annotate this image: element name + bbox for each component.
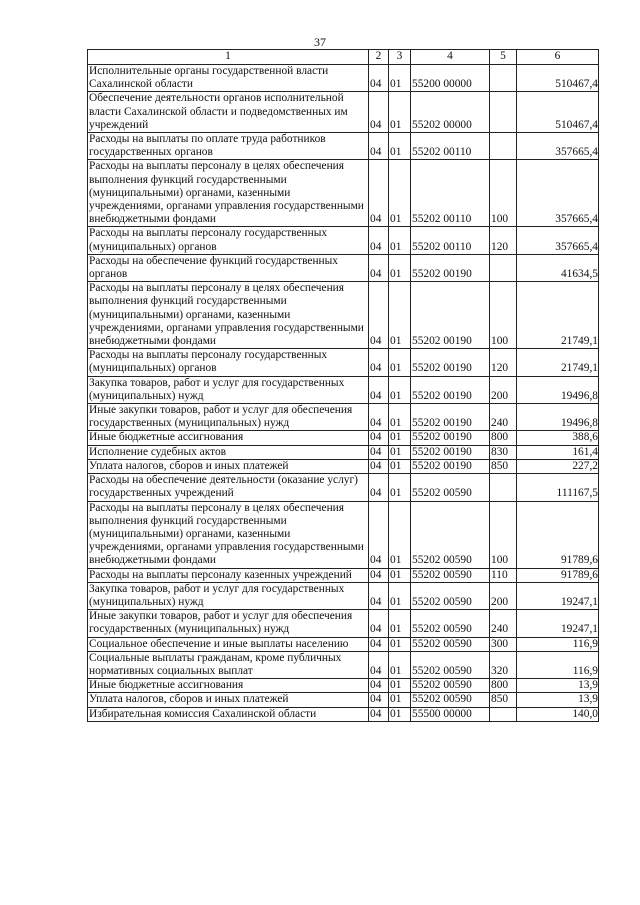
section-code-cell: 04 [369,431,389,445]
row-name-cell: Расходы на выплаты персоналу государственных (муниципальных) органов [88,227,369,254]
amount-cell: 510467,4 [517,92,599,133]
subsection-code-cell: 01 [389,133,411,160]
column-header: 3 [389,50,411,65]
row-name-cell: Социальные выплаты гражданам, кроме публичных нормативных социальных выплат [88,651,369,678]
expense-type-cell: 240 [490,610,517,637]
expense-type-cell: 830 [490,445,517,459]
table-row [88,133,599,160]
section-code-cell: 04 [369,376,389,403]
expense-type-cell: 320 [490,651,517,678]
table-row [88,610,599,637]
section-code-cell: 04 [369,474,389,501]
subsection-code-cell: 01 [389,282,411,349]
section-code-cell: 04 [369,349,389,376]
amount-cell: 19496,8 [517,376,599,403]
target-article-cell: 55200 00000 [411,65,490,92]
subsection-code-cell: 01 [389,501,411,568]
table-row [88,637,599,651]
amount-cell: 510467,4 [517,65,599,92]
table-row [88,254,599,281]
expense-type-cell: 110 [490,568,517,582]
target-article-cell: 55202 00000 [411,92,490,133]
amount-cell: 140,0 [517,707,599,721]
table-row [88,160,599,227]
expense-type-cell: 120 [490,349,517,376]
subsection-code-cell: 01 [389,474,411,501]
row-name-cell: Исполнение судебных актов [88,445,369,459]
row-name-cell: Закупка товаров, работ и услуг для государственных (муниципальных) нужд [88,376,369,403]
expense-type-cell: 120 [490,227,517,254]
amount-cell: 111167,5 [517,474,599,501]
subsection-code-cell: 01 [389,637,411,651]
target-article-cell: 55500 00000 [411,707,490,721]
target-article-cell: 55202 00590 [411,651,490,678]
column-header: 4 [411,50,490,65]
section-code-cell: 04 [369,282,389,349]
section-code-cell: 04 [369,227,389,254]
amount-cell: 161,4 [517,445,599,459]
expense-type-cell: 300 [490,637,517,651]
subsection-code-cell: 01 [389,610,411,637]
table-row [88,349,599,376]
subsection-code-cell: 01 [389,707,411,721]
amount-cell: 19247,1 [517,582,599,609]
row-name-cell: Расходы на выплаты по оплате труда работников государственных органов [88,133,369,160]
subsection-code-cell: 01 [389,65,411,92]
section-code-cell: 04 [369,582,389,609]
target-article-cell: 55202 00590 [411,582,490,609]
table-header-row [88,50,599,65]
row-name-cell: Расходы на выплаты персоналу в целях обеспечения выполнения функций государственными (муниципальными) органами, казенными учреждениями, органами управления государственными внебюджетными фондами [88,501,369,568]
row-name-cell: Иные бюджетные ассигнования [88,431,369,445]
target-article-cell: 55202 00110 [411,160,490,227]
subsection-code-cell: 01 [389,92,411,133]
table-row [88,404,599,431]
row-name-cell: Уплата налогов, сборов и иных платежей [88,459,369,473]
amount-cell: 21749,1 [517,282,599,349]
target-article-cell: 55202 00590 [411,610,490,637]
target-article-cell: 55202 00190 [411,349,490,376]
target-article-cell: 55202 00190 [411,254,490,281]
subsection-code-cell: 01 [389,693,411,707]
table-row [88,679,599,693]
table-row [88,376,599,403]
amount-cell: 227,2 [517,459,599,473]
section-code-cell: 04 [369,445,389,459]
table-row [88,474,599,501]
section-code-cell: 04 [369,133,389,160]
target-article-cell: 55202 00590 [411,679,490,693]
table-row [88,707,599,721]
target-article-cell: 55202 00590 [411,568,490,582]
amount-cell: 388,6 [517,431,599,445]
section-code-cell: 04 [369,65,389,92]
subsection-code-cell: 01 [389,445,411,459]
amount-cell: 116,9 [517,637,599,651]
target-article-cell: 55202 00190 [411,445,490,459]
amount-cell: 116,9 [517,651,599,678]
budget-table [87,49,599,722]
table-row [88,459,599,473]
expense-type-cell: 850 [490,459,517,473]
target-article-cell: 55202 00190 [411,459,490,473]
subsection-code-cell: 01 [389,459,411,473]
amount-cell: 19496,8 [517,404,599,431]
target-article-cell: 55202 00110 [411,227,490,254]
column-header: 5 [490,50,517,65]
row-name-cell: Исполнительные органы государственной власти Сахалинской области [88,65,369,92]
subsection-code-cell: 01 [389,651,411,678]
subsection-code-cell: 01 [389,679,411,693]
table-row [88,568,599,582]
amount-cell: 21749,1 [517,349,599,376]
subsection-code-cell: 01 [389,349,411,376]
table-row [88,431,599,445]
amount-cell: 357665,4 [517,133,599,160]
subsection-code-cell: 01 [389,227,411,254]
row-name-cell: Расходы на обеспечение функций государственных органов [88,254,369,281]
amount-cell: 357665,4 [517,160,599,227]
section-code-cell: 04 [369,651,389,678]
subsection-code-cell: 01 [389,160,411,227]
section-code-cell: 04 [369,679,389,693]
target-article-cell: 55202 00590 [411,501,490,568]
table-row [88,651,599,678]
table-row [88,445,599,459]
expense-type-cell: 200 [490,582,517,609]
row-name-cell: Иные закупки товаров, работ и услуг для обеспечения государственных (муниципальных) нужд [88,610,369,637]
target-article-cell: 55202 00590 [411,637,490,651]
expense-type-cell [490,474,517,501]
expense-type-cell [490,92,517,133]
subsection-code-cell: 01 [389,404,411,431]
expense-type-cell [490,707,517,721]
expense-type-cell: 240 [490,404,517,431]
section-code-cell: 04 [369,693,389,707]
target-article-cell: 55202 00190 [411,376,490,403]
target-article-cell: 55202 00590 [411,693,490,707]
amount-cell: 41634,5 [517,254,599,281]
subsection-code-cell: 01 [389,431,411,445]
row-name-cell: Социальное обеспечение и иные выплаты населению [88,637,369,651]
table-row [88,501,599,568]
section-code-cell: 04 [369,610,389,637]
table-row [88,693,599,707]
table-row [88,65,599,92]
expense-type-cell: 100 [490,282,517,349]
amount-cell: 91789,6 [517,501,599,568]
subsection-code-cell: 01 [389,568,411,582]
subsection-code-cell: 01 [389,376,411,403]
expense-type-cell: 800 [490,679,517,693]
expense-type-cell: 100 [490,160,517,227]
target-article-cell: 55202 00190 [411,282,490,349]
column-header: 2 [369,50,389,65]
expense-type-cell: 100 [490,501,517,568]
row-name-cell: Избирательная комиссия Сахалинской области [88,707,369,721]
row-name-cell: Расходы на выплаты персоналу в целях обеспечения выполнения функций государственными (муниципальными) органами, казенными учреждениями, органами управления государственными внебюджетными фондами [88,160,369,227]
target-article-cell: 55202 00590 [411,474,490,501]
section-code-cell: 04 [369,92,389,133]
section-code-cell: 04 [369,501,389,568]
expense-type-cell [490,254,517,281]
row-name-cell: Обеспечение деятельности органов исполнительной власти Сахалинской области и подведомственных им учреждений [88,92,369,133]
row-name-cell: Иные бюджетные ассигнования [88,679,369,693]
row-name-cell: Расходы на выплаты персоналу государственных (муниципальных) органов [88,349,369,376]
row-name-cell: Расходы на обеспечение деятельности (оказание услуг) государственных учреждений [88,474,369,501]
section-code-cell: 04 [369,160,389,227]
amount-cell: 357665,4 [517,227,599,254]
column-header: 1 [88,50,369,65]
subsection-code-cell: 01 [389,254,411,281]
target-article-cell: 55202 00190 [411,404,490,431]
table-row [88,582,599,609]
expense-type-cell [490,133,517,160]
section-code-cell: 04 [369,707,389,721]
subsection-code-cell: 01 [389,582,411,609]
table-body [88,65,599,722]
column-header: 6 [517,50,599,65]
row-name-cell: Расходы на выплаты персоналу казенных учреждений [88,568,369,582]
amount-cell: 13,9 [517,693,599,707]
section-code-cell: 04 [369,568,389,582]
table-row [88,227,599,254]
row-name-cell: Расходы на выплаты персоналу в целях обеспечения выполнения функций государственными (муниципальными) органами, казенными учреждениями, органами управления государственными внебюджетными фондами [88,282,369,349]
row-name-cell: Закупка товаров, работ и услуг для государственных (муниципальных) нужд [88,582,369,609]
section-code-cell: 04 [369,637,389,651]
amount-cell: 19247,1 [517,610,599,637]
amount-cell: 13,9 [517,679,599,693]
target-article-cell: 55202 00190 [411,431,490,445]
row-name-cell: Иные закупки товаров, работ и услуг для обеспечения государственных (муниципальных) нужд [88,404,369,431]
section-code-cell: 04 [369,254,389,281]
expense-type-cell: 850 [490,693,517,707]
expense-type-cell: 200 [490,376,517,403]
section-code-cell: 04 [369,459,389,473]
table-row [88,92,599,133]
expense-type-cell [490,65,517,92]
expense-type-cell: 800 [490,431,517,445]
section-code-cell: 04 [369,404,389,431]
page-number: 37 [314,35,326,49]
amount-cell: 91789,6 [517,568,599,582]
table-row [88,282,599,349]
target-article-cell: 55202 00110 [411,133,490,160]
row-name-cell: Уплата налогов, сборов и иных платежей [88,693,369,707]
